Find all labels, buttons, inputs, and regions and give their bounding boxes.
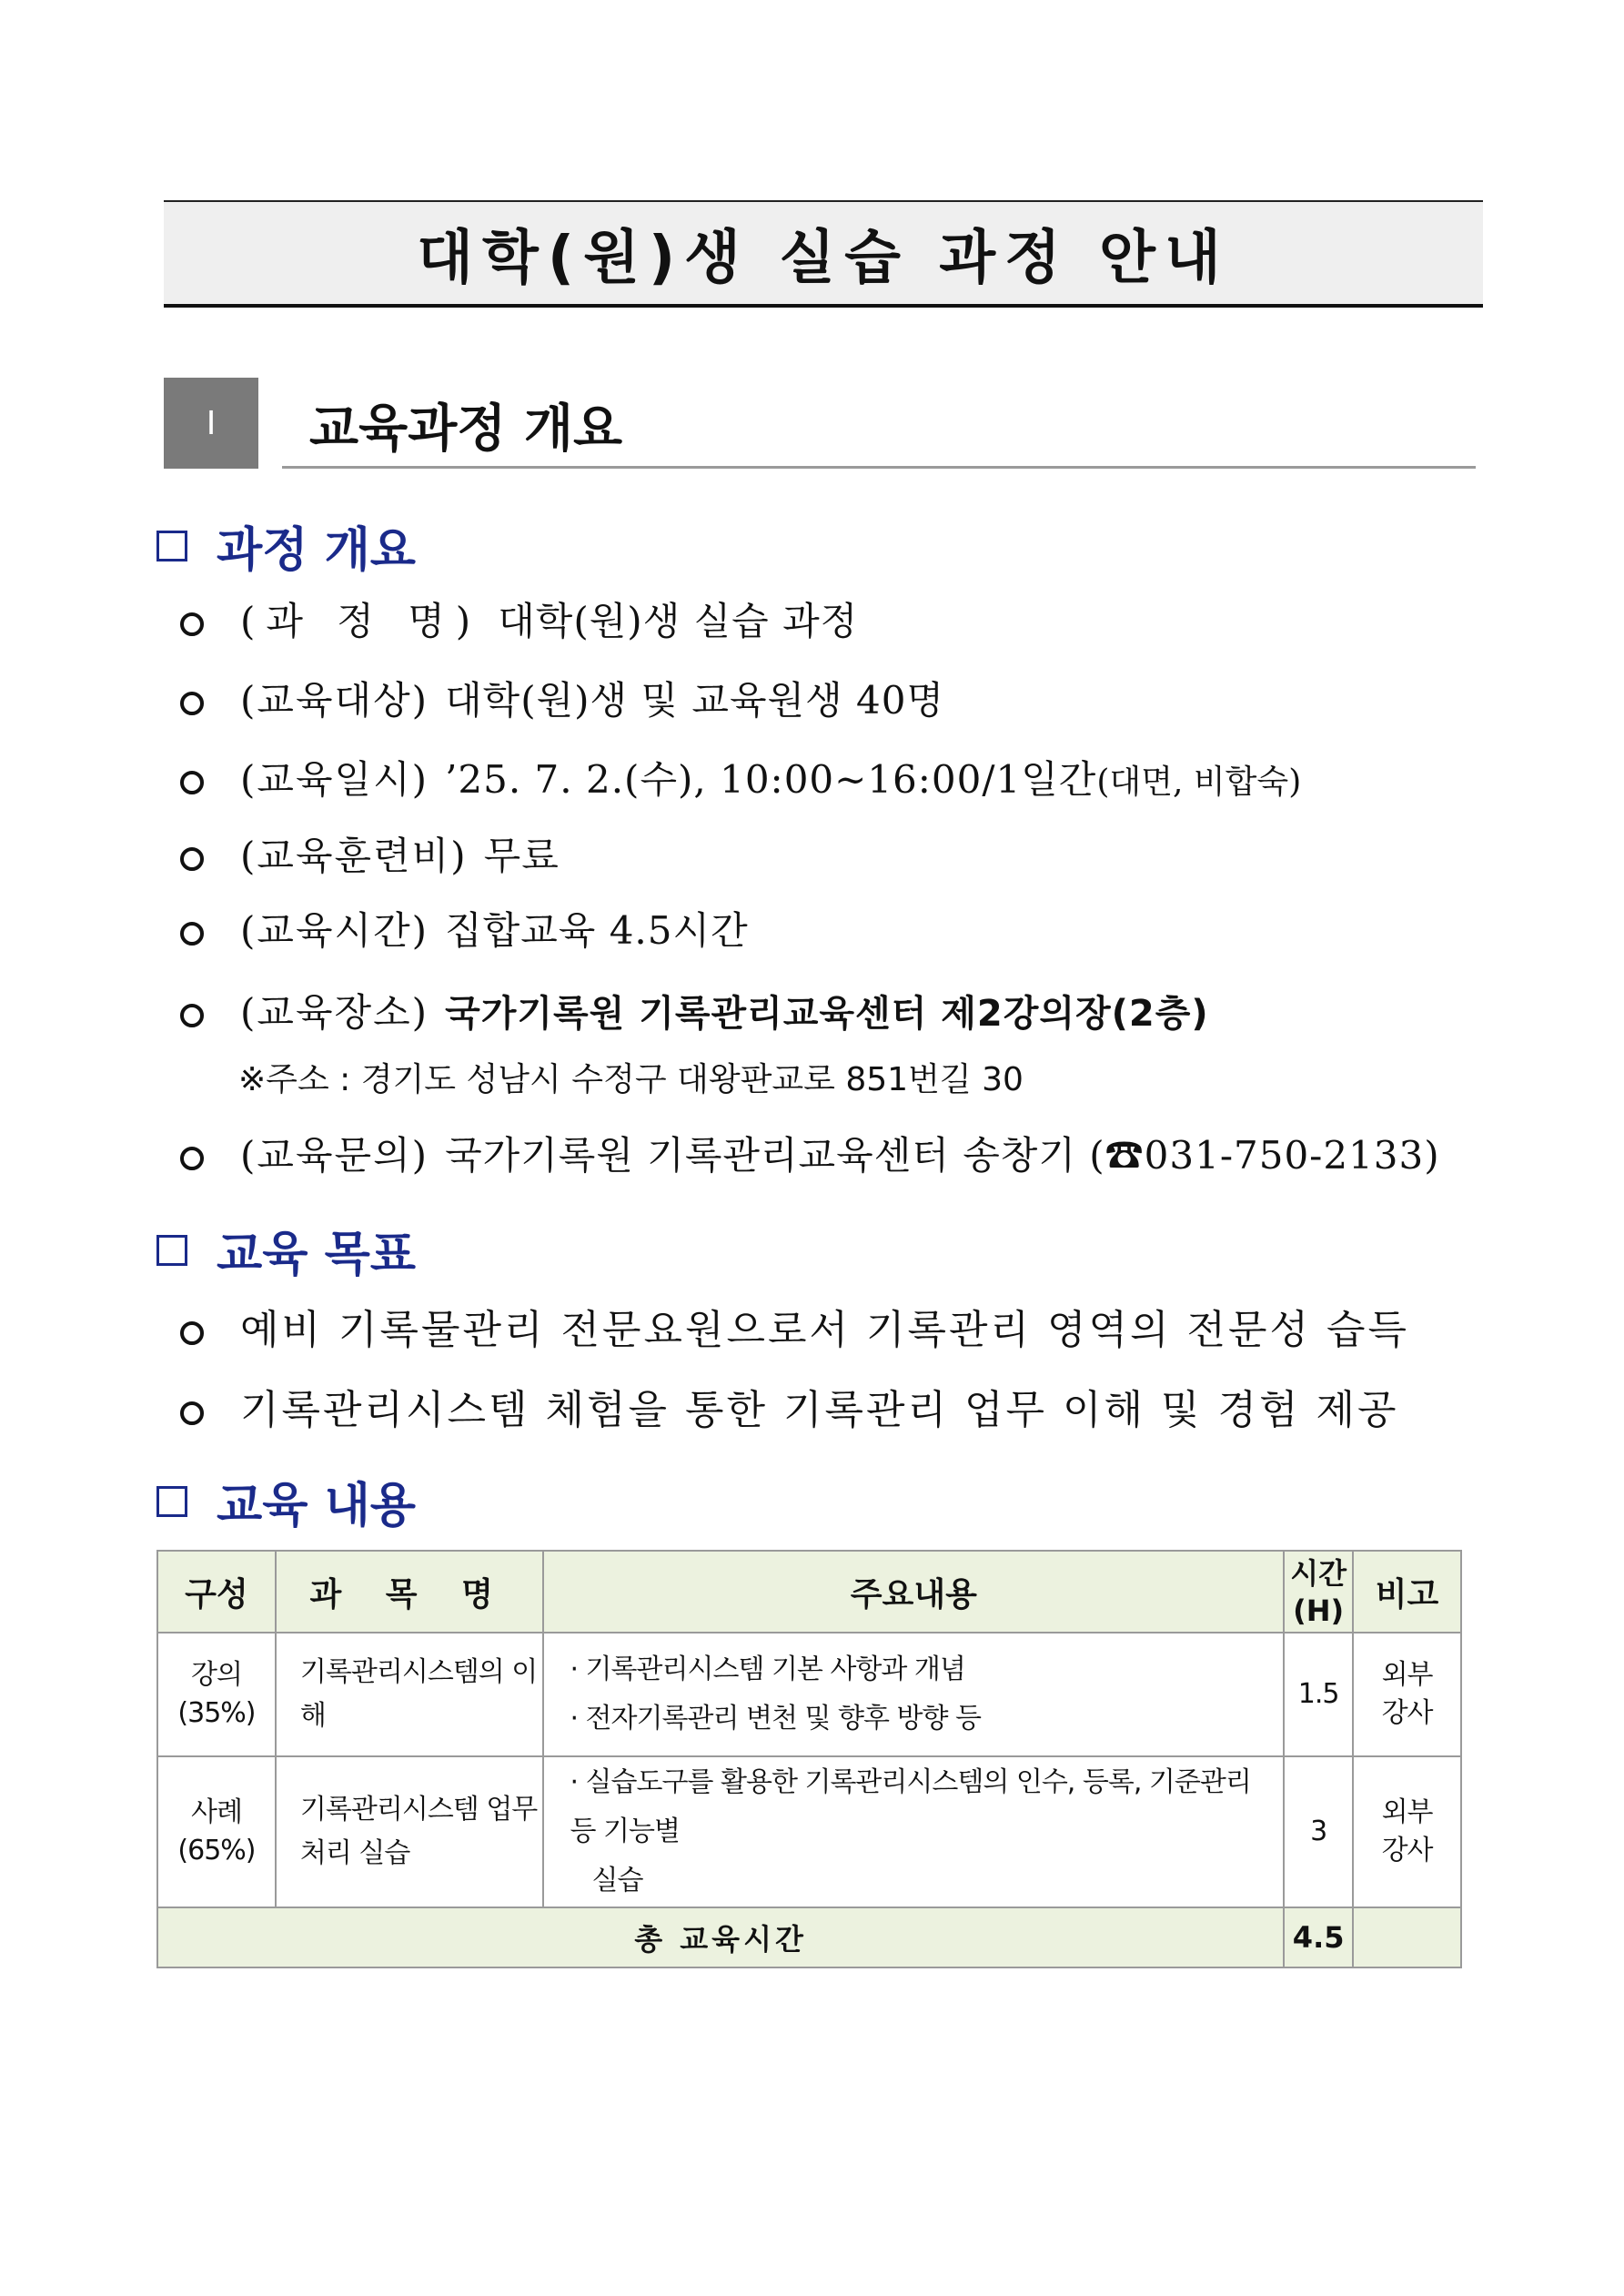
row-subject-line1: 기록관리시스템의 이해 [299,1656,538,1732]
hours-label: (교육시간) [240,908,429,953]
table-header-row [157,1551,1461,1633]
place-value: 국가기록원 기록관리교육센터 제2강의장(2층) [445,993,1209,1035]
date-label: (교육일시) [240,757,429,802]
goals-heading-text: 교육 목표 [217,1228,417,1282]
place-label: (교육장소) [240,990,429,1035]
row-subject-line1: 기록관리시스템 업무 [299,1794,538,1826]
row-type-cell [157,1633,276,1756]
fee-value: 무료 [483,834,560,878]
row-subject-cell [276,1756,544,1907]
inquiry-label: (교육문의) [240,1133,429,1178]
date-note: (대면, 비합숙) [1096,764,1302,801]
inquiry-value: 국가기록원 기록관리교육센터 송창기 (☎031-750-2133) [445,1133,1440,1178]
row-content-line2: 실습 [591,1865,643,1896]
row-content-cell [543,1633,1284,1756]
course-name-item [180,592,858,646]
row-time-cell: 1.5 [1284,1633,1353,1756]
circle-bullet-icon [180,1401,204,1425]
header-content: 주요내용 [543,1551,1284,1633]
total-label-cell: 총 교육시간 [157,1907,1284,1967]
circle-bullet-icon [180,1147,204,1170]
row-content-line1: · 기록관리시스템 기본 사항과 개념 [570,1654,965,1685]
section-divider [282,466,1476,469]
row-remark-cell [1353,1756,1461,1907]
address-note: ※주소 : 경기도 성남시 수정구 대왕판교로 851번길 30 [238,1061,1024,1098]
document-title-banner [164,200,1483,308]
course-name-value: 대학(원)생 실습 과정 [498,599,859,643]
total-remark-cell [1353,1907,1461,1967]
table-total-row [157,1907,1461,1967]
circle-bullet-icon [180,847,204,871]
circle-bullet-icon [180,922,204,946]
target-item [180,671,944,725]
goal-text: 예비 기록물관리 전문요원으로서 기록관리 영역의 전문성 습득 [240,1307,1410,1353]
row-type-line1: 강의 [190,1659,242,1691]
circle-bullet-icon [180,692,204,715]
header-type: 구성 [157,1551,276,1633]
goal-item [180,1297,1409,1355]
circle-bullet-icon [180,771,204,794]
hours-item [180,901,749,956]
fee-label: (교육훈련비) [240,834,468,878]
row-remark-line1: 외부 [1381,1659,1433,1691]
document-title: 대학(원)생 실습 과정 안내 [417,225,1230,292]
total-time-cell: 4.5 [1284,1907,1353,1967]
table-row [157,1633,1461,1756]
row-type-line2: (65%) [177,1835,256,1866]
fee-item [180,826,560,881]
overview-heading [156,511,416,580]
circle-bullet-icon [180,612,204,636]
section-title: 교육과정 개요 [309,400,623,459]
square-bullet-icon [156,1235,187,1266]
content-heading [156,1467,416,1535]
goal-item [180,1377,1399,1435]
row-remark-cell [1353,1633,1461,1756]
row-type-cell [157,1756,276,1907]
date-item [180,750,1301,804]
square-bullet-icon [156,531,187,561]
goal-text: 기록관리시스템 체험을 통한 기록관리 업무 이해 및 경험 제공 [240,1387,1399,1433]
section-number-badge: Ⅰ [164,378,258,469]
row-time-cell: 3 [1284,1756,1353,1907]
header-time-line2: (H) [1293,1593,1345,1628]
row-remark-line1: 외부 [1381,1796,1433,1828]
place-item [180,983,1209,1037]
row-remark-line2: 강사 [1381,1697,1433,1729]
section-header [164,378,1483,469]
row-subject-cell [276,1633,544,1756]
circle-bullet-icon [180,1321,204,1345]
row-content-cell [543,1756,1284,1907]
row-type-line2: (35%) [177,1697,256,1729]
target-value: 대학(원)생 및 교육원생 40명 [445,678,945,723]
header-remark: 비고 [1353,1551,1461,1633]
row-content-line1: · 실습도구를 활용한 기록관리시스템의 인수, 등록, 기준관리 등 기능별 [570,1766,1251,1847]
header-time [1284,1551,1353,1633]
header-subject: 과 목 명 [276,1551,544,1633]
course-content-table [156,1550,1462,1968]
inquiry-item [180,1126,1440,1180]
circle-bullet-icon [180,1004,204,1027]
row-type-line1: 사례 [190,1796,242,1828]
target-label: (교육대상) [240,678,429,723]
course-name-label: (과 정 명) [240,599,482,643]
header-time-line1: 시간 [1290,1556,1347,1591]
table-row [157,1756,1461,1907]
row-subject-line2: 처리 실습 [299,1837,410,1869]
overview-heading-text: 과정 개요 [217,523,417,578]
date-value: ’25. 7. 2.(수), 10:00~16:00/1일간 [445,757,1097,802]
square-bullet-icon [156,1486,187,1517]
goals-heading [156,1216,416,1284]
row-content-line2: · 전자기록관리 변천 및 향후 방향 등 [570,1703,981,1735]
content-heading-text: 교육 내용 [217,1479,417,1533]
row-remark-line2: 강사 [1381,1835,1433,1866]
hours-value: 집합교육 4.5시간 [445,908,749,953]
